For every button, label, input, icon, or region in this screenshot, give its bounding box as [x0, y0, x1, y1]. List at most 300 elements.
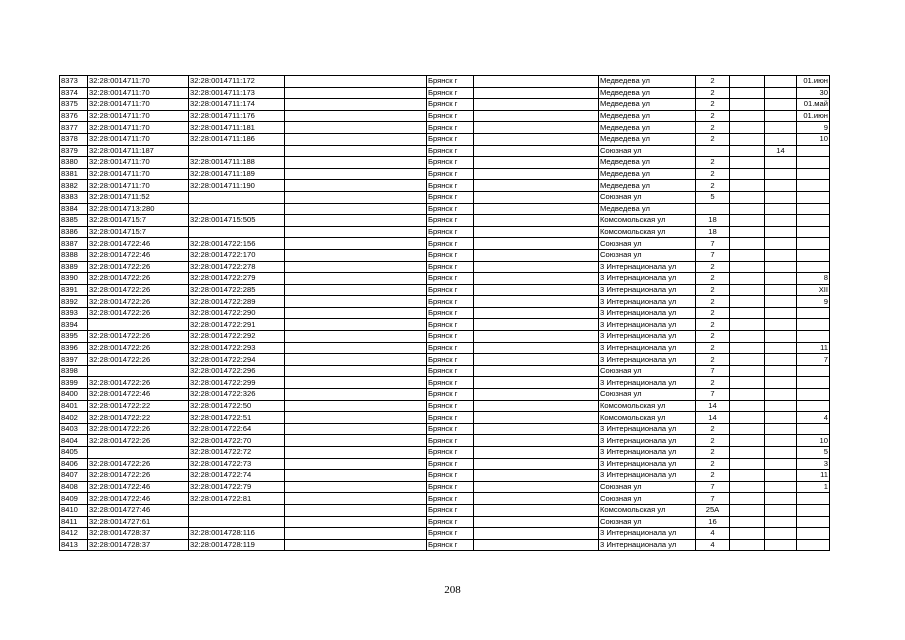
cell-extra: 01.июн — [797, 76, 830, 88]
cell-building — [730, 249, 765, 261]
cell-blank — [285, 145, 427, 157]
cell-house: 2 — [696, 458, 730, 470]
cell-row-number: 8390 — [60, 273, 88, 285]
cell-apartment — [765, 191, 797, 203]
cell-building — [730, 261, 765, 273]
cell-row-number: 8386 — [60, 226, 88, 238]
cell-blank — [285, 516, 427, 528]
cell-building — [730, 319, 765, 331]
cell-blank — [474, 203, 599, 215]
cell-apartment — [765, 87, 797, 99]
cell-object-number: 32:28:0014722:292 — [189, 331, 285, 343]
cell-extra: 9 — [797, 296, 830, 308]
cell-row-number: 8380 — [60, 157, 88, 169]
cell-house: 2 — [696, 342, 730, 354]
cell-street: Медведева ул — [599, 203, 696, 215]
table-row — [60, 249, 830, 261]
cell-row-number: 8405 — [60, 447, 88, 459]
cell-parcel-number: 32:28:0014722:26 — [88, 377, 189, 389]
cell-extra: 8 — [797, 273, 830, 285]
cell-parcel-number: 32:28:0014711:70 — [88, 110, 189, 122]
cell-extra — [797, 180, 830, 192]
cell-apartment — [765, 180, 797, 192]
cell-row-number: 8399 — [60, 377, 88, 389]
cell-building — [730, 539, 765, 551]
cell-extra — [797, 238, 830, 250]
cell-extra — [797, 504, 830, 516]
cell-house: 7 — [696, 365, 730, 377]
cell-building — [730, 133, 765, 145]
cell-city: Брянск г — [427, 215, 474, 227]
cell-extra — [797, 157, 830, 169]
cell-apartment — [765, 447, 797, 459]
cell-object-number: 32:28:0014715:505 — [189, 215, 285, 227]
cell-building — [730, 226, 765, 238]
cell-building — [730, 528, 765, 540]
cell-apartment — [765, 110, 797, 122]
cell-street: 3 Интернационала ул — [599, 273, 696, 285]
cell-blank — [285, 296, 427, 308]
cell-apartment — [765, 168, 797, 180]
cell-blank — [474, 504, 599, 516]
cell-object-number: 32:28:0014722:285 — [189, 284, 285, 296]
cell-parcel-number: 32:28:0014722:46 — [88, 481, 189, 493]
cell-parcel-number: 32:28:0014722:46 — [88, 238, 189, 250]
table-row — [60, 226, 830, 238]
cell-building — [730, 504, 765, 516]
table-row — [60, 481, 830, 493]
cell-apartment — [765, 319, 797, 331]
cell-blank — [285, 331, 427, 343]
cell-city: Брянск г — [427, 481, 474, 493]
cell-house: 2 — [696, 284, 730, 296]
cell-street: Союзная ул — [599, 238, 696, 250]
cell-parcel-number: 32:28:0014722:26 — [88, 261, 189, 273]
cell-house — [696, 145, 730, 157]
cell-row-number: 8403 — [60, 423, 88, 435]
cell-blank — [285, 481, 427, 493]
cell-parcel-number: 32:28:0014711:70 — [88, 157, 189, 169]
cell-blank — [474, 423, 599, 435]
cell-parcel-number: 32:28:0014722:26 — [88, 458, 189, 470]
table-row — [60, 458, 830, 470]
cell-row-number: 8395 — [60, 331, 88, 343]
cell-house: 2 — [696, 157, 730, 169]
cell-extra: 11 — [797, 470, 830, 482]
cell-object-number: 32:28:0014722:72 — [189, 447, 285, 459]
cell-building — [730, 284, 765, 296]
cell-building — [730, 87, 765, 99]
table-row — [60, 203, 830, 215]
cell-row-number: 8374 — [60, 87, 88, 99]
cell-parcel-number: 32:28:0014722:26 — [88, 342, 189, 354]
table-row — [60, 238, 830, 250]
cell-building — [730, 447, 765, 459]
cell-parcel-number: 32:28:0014722:26 — [88, 273, 189, 285]
cell-object-number: 32:28:0014722:170 — [189, 249, 285, 261]
cell-house: 2 — [696, 168, 730, 180]
cell-street: Союзная ул — [599, 145, 696, 157]
cell-blank — [285, 504, 427, 516]
cell-street: Медведева ул — [599, 99, 696, 111]
cell-city: Брянск г — [427, 203, 474, 215]
cell-blank — [474, 238, 599, 250]
cell-apartment — [765, 481, 797, 493]
cell-apartment — [765, 249, 797, 261]
cell-building — [730, 481, 765, 493]
cell-city: Брянск г — [427, 191, 474, 203]
cell-extra — [797, 365, 830, 377]
table-row — [60, 365, 830, 377]
cell-blank — [474, 157, 599, 169]
cell-apartment — [765, 504, 797, 516]
cell-street: Медведева ул — [599, 157, 696, 169]
table-row — [60, 331, 830, 343]
table-row — [60, 412, 830, 424]
cell-city: Брянск г — [427, 389, 474, 401]
cell-blank — [285, 226, 427, 238]
cell-blank — [285, 458, 427, 470]
table-row — [60, 423, 830, 435]
table-body — [60, 76, 830, 551]
cell-house: 5 — [696, 191, 730, 203]
cell-object-number: 32:28:0014722:156 — [189, 238, 285, 250]
cell-building — [730, 412, 765, 424]
cell-street: Медведева ул — [599, 76, 696, 88]
cell-city: Брянск г — [427, 447, 474, 459]
cell-building — [730, 157, 765, 169]
cell-building — [730, 203, 765, 215]
cell-blank — [474, 307, 599, 319]
cell-blank — [285, 157, 427, 169]
cell-blank — [285, 87, 427, 99]
table-row — [60, 447, 830, 459]
cell-parcel-number — [88, 447, 189, 459]
cell-blank — [285, 307, 427, 319]
cell-object-number: 32:28:0014722:291 — [189, 319, 285, 331]
cell-parcel-number: 32:28:0014722:26 — [88, 354, 189, 366]
cell-street: Медведева ул — [599, 168, 696, 180]
cell-city: Брянск г — [427, 87, 474, 99]
cell-city: Брянск г — [427, 180, 474, 192]
cell-street: Союзная ул — [599, 516, 696, 528]
cell-house: 2 — [696, 122, 730, 134]
cell-building — [730, 400, 765, 412]
cell-city: Брянск г — [427, 516, 474, 528]
cell-street: 3 Интернационала ул — [599, 435, 696, 447]
cell-blank — [285, 470, 427, 482]
cell-extra — [797, 249, 830, 261]
cell-blank — [474, 99, 599, 111]
cell-apartment — [765, 342, 797, 354]
cell-blank — [285, 273, 427, 285]
cell-row-number: 8410 — [60, 504, 88, 516]
cell-object-number: 32:28:0014722:74 — [189, 470, 285, 482]
cell-blank — [285, 539, 427, 551]
cell-blank — [474, 273, 599, 285]
table-row — [60, 145, 830, 157]
cell-parcel-number: 32:28:0014715:7 — [88, 215, 189, 227]
cell-city: Брянск г — [427, 76, 474, 88]
cell-blank — [474, 226, 599, 238]
cell-blank — [285, 249, 427, 261]
cell-building — [730, 377, 765, 389]
cell-object-number: 32:28:0014722:293 — [189, 342, 285, 354]
cell-street: 3 Интернационала ул — [599, 539, 696, 551]
cell-apartment — [765, 400, 797, 412]
cell-object-number: 32:28:0014722:64 — [189, 423, 285, 435]
cell-row-number: 8376 — [60, 110, 88, 122]
cell-street: 3 Интернационала ул — [599, 423, 696, 435]
table-row — [60, 307, 830, 319]
cell-house: 2 — [696, 435, 730, 447]
cell-house: 2 — [696, 87, 730, 99]
cell-parcel-number: 32:28:0014713:280 — [88, 203, 189, 215]
cell-street: Комсомольская ул — [599, 215, 696, 227]
cell-object-number: 32:28:0014722:296 — [189, 365, 285, 377]
cell-street: 3 Интернационала ул — [599, 354, 696, 366]
cell-extra: 01.июн — [797, 110, 830, 122]
cell-extra: 10 — [797, 435, 830, 447]
cell-row-number: 8398 — [60, 365, 88, 377]
cell-blank — [474, 215, 599, 227]
cell-apartment — [765, 470, 797, 482]
cell-city: Брянск г — [427, 423, 474, 435]
cell-parcel-number: 32:28:0014722:26 — [88, 470, 189, 482]
table-row — [60, 389, 830, 401]
cell-house: 2 — [696, 261, 730, 273]
cell-building — [730, 296, 765, 308]
cell-row-number: 8411 — [60, 516, 88, 528]
cell-city: Брянск г — [427, 296, 474, 308]
cell-building — [730, 435, 765, 447]
cell-street: Союзная ул — [599, 493, 696, 505]
cell-blank — [285, 365, 427, 377]
cell-object-number: 32:28:0014711:172 — [189, 76, 285, 88]
cell-object-number — [189, 145, 285, 157]
cell-parcel-number: 32:28:0014722:22 — [88, 400, 189, 412]
cell-blank — [285, 168, 427, 180]
cell-extra: 7 — [797, 354, 830, 366]
cell-apartment — [765, 203, 797, 215]
cell-object-number: 32:28:0014722:289 — [189, 296, 285, 308]
cell-street: Комсомольская ул — [599, 412, 696, 424]
cell-city: Брянск г — [427, 435, 474, 447]
cell-apartment — [765, 389, 797, 401]
table-row — [60, 354, 830, 366]
cell-house: 2 — [696, 99, 730, 111]
cell-object-number — [189, 504, 285, 516]
cell-parcel-number: 32:28:0014728:37 — [88, 528, 189, 540]
cell-city: Брянск г — [427, 273, 474, 285]
cell-object-number — [189, 516, 285, 528]
cell-extra — [797, 516, 830, 528]
cell-blank — [474, 145, 599, 157]
cell-parcel-number: 32:28:0014722:26 — [88, 296, 189, 308]
cell-house: 2 — [696, 354, 730, 366]
cell-apartment — [765, 539, 797, 551]
cell-street: Союзная ул — [599, 481, 696, 493]
cell-apartment — [765, 493, 797, 505]
cell-extra: 9 — [797, 122, 830, 134]
cell-blank — [285, 447, 427, 459]
cell-city: Брянск г — [427, 331, 474, 343]
cell-city: Брянск г — [427, 238, 474, 250]
cell-apartment — [765, 331, 797, 343]
cell-house: 16 — [696, 516, 730, 528]
cell-object-number — [189, 191, 285, 203]
cell-object-number: 32:28:0014711:174 — [189, 99, 285, 111]
table-row — [60, 261, 830, 273]
cell-building — [730, 342, 765, 354]
cell-extra — [797, 377, 830, 389]
cell-object-number: 32:28:0014722:73 — [189, 458, 285, 470]
cell-parcel-number: 32:28:0014711:70 — [88, 168, 189, 180]
cell-city: Брянск г — [427, 284, 474, 296]
cell-extra: 10 — [797, 133, 830, 145]
cell-extra: 5 — [797, 447, 830, 459]
cell-street: Комсомольская ул — [599, 226, 696, 238]
table-row — [60, 516, 830, 528]
cell-parcel-number: 32:28:0014711:70 — [88, 133, 189, 145]
cell-house: 18 — [696, 226, 730, 238]
table-row — [60, 504, 830, 516]
cell-apartment — [765, 354, 797, 366]
cell-extra — [797, 145, 830, 157]
cell-apartment — [765, 99, 797, 111]
cell-house: 7 — [696, 249, 730, 261]
cell-city: Брянск г — [427, 377, 474, 389]
cell-object-number: 32:28:0014722:51 — [189, 412, 285, 424]
cell-extra — [797, 389, 830, 401]
cell-apartment — [765, 273, 797, 285]
cell-row-number: 8408 — [60, 481, 88, 493]
cell-blank — [285, 423, 427, 435]
cell-extra — [797, 215, 830, 227]
cell-building — [730, 110, 765, 122]
cell-blank — [474, 516, 599, 528]
cell-object-number: 32:28:0014711:190 — [189, 180, 285, 192]
cell-blank — [474, 284, 599, 296]
cell-house: 2 — [696, 447, 730, 459]
cell-object-number: 32:28:0014722:299 — [189, 377, 285, 389]
cell-extra — [797, 493, 830, 505]
cell-apartment — [765, 412, 797, 424]
cell-row-number: 8379 — [60, 145, 88, 157]
cell-street: 3 Интернационала ул — [599, 284, 696, 296]
cell-street: Комсомольская ул — [599, 504, 696, 516]
cell-parcel-number: 32:28:0014722:26 — [88, 435, 189, 447]
cell-city: Брянск г — [427, 539, 474, 551]
cell-parcel-number: 32:28:0014722:46 — [88, 493, 189, 505]
cell-building — [730, 331, 765, 343]
cell-blank — [285, 110, 427, 122]
cell-city: Брянск г — [427, 261, 474, 273]
cell-apartment — [765, 516, 797, 528]
cell-row-number: 8406 — [60, 458, 88, 470]
cell-object-number: 32:28:0014711:181 — [189, 122, 285, 134]
cell-extra — [797, 261, 830, 273]
cell-row-number: 8396 — [60, 342, 88, 354]
cell-extra — [797, 319, 830, 331]
cell-blank — [285, 238, 427, 250]
cell-blank — [285, 412, 427, 424]
cell-blank — [285, 377, 427, 389]
registry-table — [59, 75, 830, 551]
cell-parcel-number: 32:28:0014722:46 — [88, 389, 189, 401]
cell-building — [730, 191, 765, 203]
cell-blank — [474, 249, 599, 261]
table-row — [60, 168, 830, 180]
cell-parcel-number: 32:28:0014722:26 — [88, 284, 189, 296]
cell-blank — [474, 458, 599, 470]
cell-extra: 4 — [797, 412, 830, 424]
cell-row-number: 8391 — [60, 284, 88, 296]
cell-extra — [797, 331, 830, 343]
cell-blank — [474, 296, 599, 308]
cell-apartment — [765, 238, 797, 250]
cell-blank — [474, 191, 599, 203]
cell-row-number: 8392 — [60, 296, 88, 308]
cell-city: Брянск г — [427, 307, 474, 319]
cell-blank — [474, 389, 599, 401]
cell-street: 3 Интернационала ул — [599, 307, 696, 319]
cell-parcel-number: 32:28:0014711:70 — [88, 99, 189, 111]
cell-blank — [474, 481, 599, 493]
cell-parcel-number: 32:28:0014727:61 — [88, 516, 189, 528]
cell-row-number: 8409 — [60, 493, 88, 505]
cell-city: Брянск г — [427, 99, 474, 111]
cell-row-number: 8383 — [60, 191, 88, 203]
cell-row-number: 8400 — [60, 389, 88, 401]
cell-extra: 30 — [797, 87, 830, 99]
cell-city: Брянск г — [427, 342, 474, 354]
cell-apartment — [765, 226, 797, 238]
cell-city: Брянск г — [427, 470, 474, 482]
cell-object-number: 32:28:0014711:188 — [189, 157, 285, 169]
cell-city: Брянск г — [427, 110, 474, 122]
cell-row-number: 8377 — [60, 122, 88, 134]
cell-parcel-number: 32:28:0014715:7 — [88, 226, 189, 238]
table-row — [60, 157, 830, 169]
cell-blank — [474, 539, 599, 551]
cell-blank — [474, 354, 599, 366]
cell-extra — [797, 423, 830, 435]
cell-object-number: 32:28:0014722:279 — [189, 273, 285, 285]
cell-building — [730, 470, 765, 482]
cell-extra — [797, 539, 830, 551]
cell-blank — [474, 168, 599, 180]
cell-parcel-number: 32:28:0014722:26 — [88, 423, 189, 435]
table-row — [60, 180, 830, 192]
cell-row-number: 8404 — [60, 435, 88, 447]
cell-house: 2 — [696, 296, 730, 308]
cell-extra: 11 — [797, 342, 830, 354]
cell-object-number — [189, 226, 285, 238]
table-row — [60, 76, 830, 88]
cell-building — [730, 458, 765, 470]
table-row — [60, 470, 830, 482]
cell-parcel-number: 32:28:0014711:70 — [88, 87, 189, 99]
cell-house: 2 — [696, 377, 730, 389]
cell-house — [696, 203, 730, 215]
table-row — [60, 493, 830, 505]
cell-blank — [474, 122, 599, 134]
cell-city: Брянск г — [427, 504, 474, 516]
cell-street: Союзная ул — [599, 365, 696, 377]
cell-apartment — [765, 458, 797, 470]
cell-house: 2 — [696, 319, 730, 331]
